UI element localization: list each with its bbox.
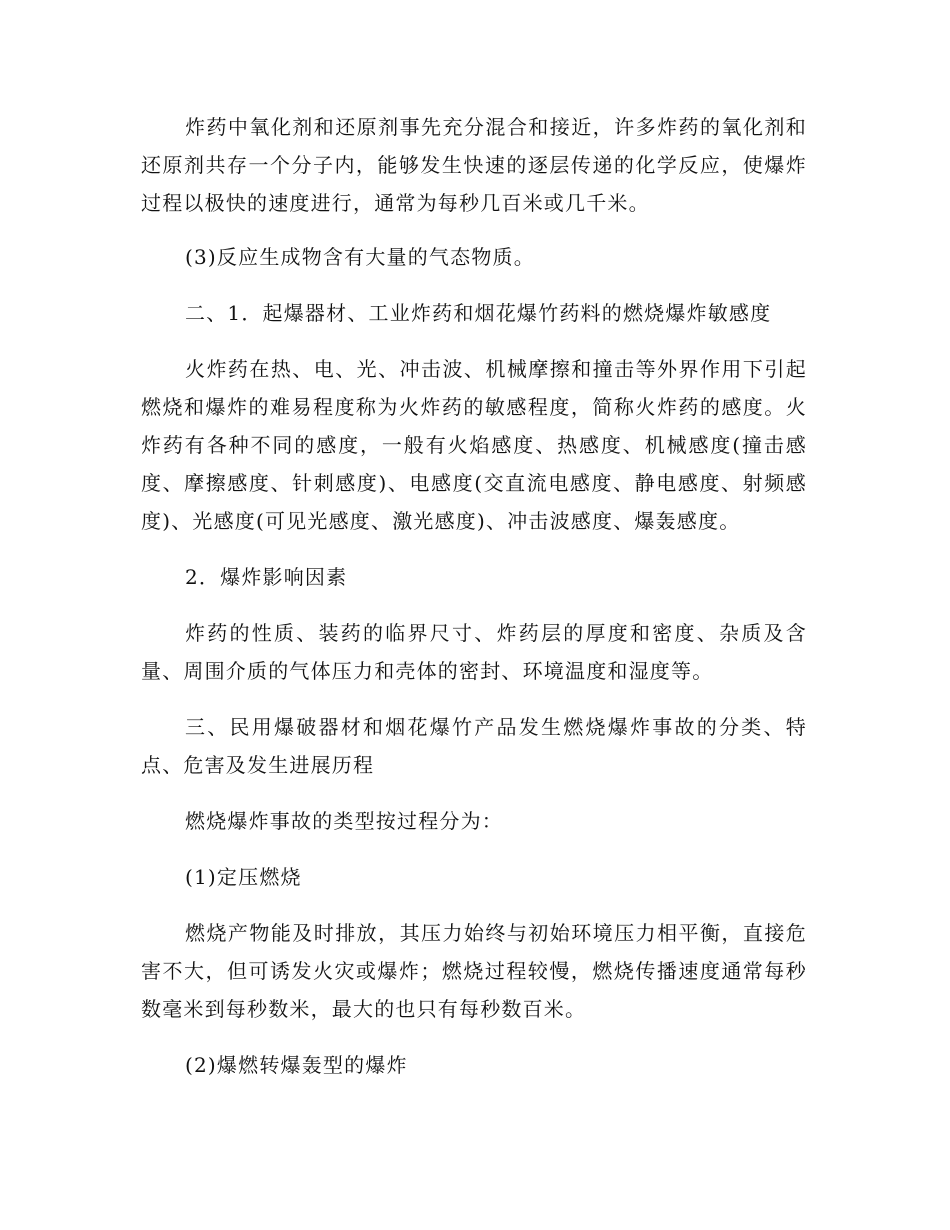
paragraph-accident-types-intro: 燃烧爆炸事故的类型按过程分为： (185, 809, 503, 833)
section-heading-influence-factors: 2．爆炸影响因素 (185, 565, 348, 589)
paragraph-gaseous-products: (3)反应生成物含有大量的气态物质。 (185, 245, 535, 269)
paragraph-sensitivity-definition: 火炸药在热、电、光、冲击波、机械摩擦和撞击等外界作用下引起燃烧和爆炸的难易程度称为火炸药的敏感程度，简称火炸药的感度。火炸药有各种不同的感度，一般有火焰感度、热感度、机械感度(撞击感度、摩擦感度、针刺感度)、电感度(交直流电感度、静电感度、射频感度)、光感度(可见光感度、激光感度)、冲击波感度、爆轰感度。 (141, 357, 807, 533)
section-heading-accident-classification: 三、民用爆破器材和烟花爆竹产品发生燃烧爆炸事故的分类、特点、危害及发生进展历程 (141, 715, 807, 777)
paragraph-oxidizer-reducer: 炸药中氧化剂和还原剂事先充分混合和接近，许多炸药的氧化剂和还原剂共存一个分子内，能够发生快速的逐层传递的化学反应，使爆炸过程以极快的速度进行，通常为每秒几百米或几千米。 (141, 115, 807, 215)
paragraph-influence-factors: 炸药的性质、装药的临界尺寸、炸药层的厚度和密度、杂质及含量、周围介质的气体压力和壳体的密封、环境温度和湿度等。 (141, 621, 807, 683)
subheading-constant-pressure-combustion: (1)定压燃烧 (185, 865, 302, 889)
paragraph-constant-pressure-combustion: 燃烧产物能及时排放，其压力始终与初始环境压力相平衡，直接危害不大，但可诱发火灾或爆炸；燃烧过程较慢，燃烧传播速度通常每秒数毫米到每秒数米，最大的也只有每秒数百米。 (141, 921, 807, 1021)
document-body (141, 108, 807, 1084)
subheading-deflagration-to-detonation: (2)爆燃转爆轰型的爆炸 (185, 1053, 408, 1077)
section-heading-sensitivity: 二、1．起爆器材、工业炸药和烟花爆竹药料的燃烧爆炸敏感度 (185, 301, 772, 325)
